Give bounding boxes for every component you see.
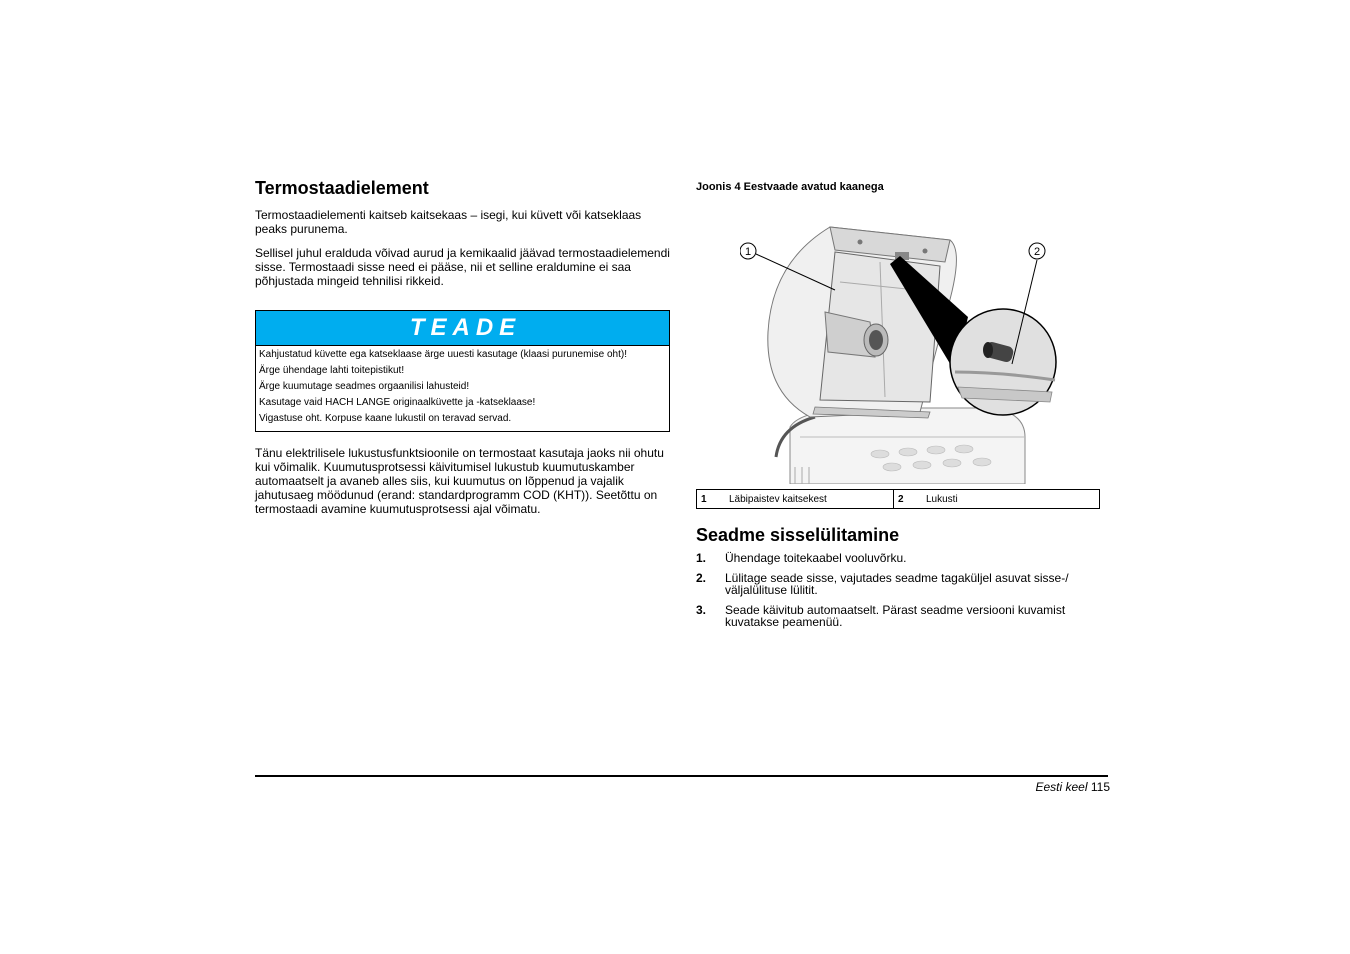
- legend-row: [697, 490, 1100, 509]
- figure-caption: Joonis 4 Eestvaade avatud kaanega: [696, 181, 884, 193]
- section-heading-termostaadielement: Termostaadielement: [255, 178, 429, 198]
- steps-list: [696, 552, 1101, 628]
- paragraph: Tänu elektrilisele lukustusfunktsioonile on termostaat kasutaja jaoks nii ohutu kui võimalik. Kuumutusprotsessi käivitumisel lukustub kuumutuskamber automaatselt ja avaneb alles siis, kui kuumutus on lõppenud ja vajalik jahutusaeg möödunud (erand: standardprogramm COD (KHT)). Seetõttu on termostaadi avamine kuumutusprotsessi ajal võimatu.: [255, 446, 664, 516]
- device-base: [790, 408, 1025, 484]
- legend-number: 2: [894, 490, 923, 509]
- notice-line: Kasutage vaid HACH LANGE originaalküvette ja -katseklaase!: [259, 397, 536, 408]
- notice-title: TEADE: [409, 314, 522, 341]
- step-text: Lülitage seade sisse, vajutades seadme tagaküljel asuvat sisse-/ väljalülituse lülitit.: [725, 571, 1069, 597]
- notice-body: [256, 346, 669, 431]
- section-heading-seadme-sisselulitamine: Seadme sisselülitamine: [696, 525, 900, 545]
- paragraph: Termostaadielementi kaitseb kaitsekaas – isegi, kui küvett või katseklaas peaks purunema.: [255, 208, 642, 236]
- callout-1: [740, 243, 756, 259]
- callout-2: [1029, 243, 1045, 259]
- legend-label: Lukusti: [926, 493, 958, 505]
- paragraph: Sellisel juhul eralduda võivad aurud ja kemikaalid jäävad termostaadielemendi sisse. Termostaadi sisse need ei pääse, nii et selline eraldumine ei saa põhjustada mingeid tehnilisi rikkeid.: [255, 246, 670, 288]
- page-number: 115: [1090, 780, 1110, 794]
- notice-line: Ärge ühendage lahti toitepistikut!: [259, 365, 405, 376]
- legend-label: Läbipaistev kaitsekest: [729, 493, 827, 505]
- right-column: [696, 525, 1101, 636]
- notice-line: Vigastuse oht. Korpuse kaane lukustil on teravad servad.: [259, 413, 512, 424]
- step-text: Seade käivitub automaatselt. Pärast seadme versiooni kuvamist kuvatakse peamenüü.: [725, 603, 1066, 629]
- step-number: 1.: [696, 551, 707, 565]
- notice-line: Ärge kuumutage seadmes orgaanilisi lahusteid!: [259, 381, 470, 392]
- left-column: [255, 178, 670, 516]
- notice-header: [256, 311, 669, 346]
- figure-legend: [696, 489, 1100, 509]
- notice-line: Kahjustatud küvette ega katseklaase ärge uuesti kasutage (klaasi purunemise oht)!: [259, 349, 627, 360]
- callout-1-label: 1: [744, 246, 752, 258]
- list-item: [696, 572, 1101, 596]
- list-item: [696, 552, 1101, 564]
- step-number: 2.: [696, 571, 707, 585]
- device-illustration: [740, 222, 1060, 484]
- legend-number: 1: [701, 493, 707, 505]
- list-item: [696, 604, 1101, 628]
- lock-detail-zoom: [950, 309, 1056, 415]
- callout-2-label: 2: [1033, 246, 1041, 258]
- notice-box: [255, 310, 670, 432]
- footer-language: Eesti keel: [1035, 780, 1088, 794]
- page-footer: [900, 780, 1110, 794]
- step-text: Ühendage toitekaabel vooluvõrku.: [725, 551, 907, 565]
- step-number: 3.: [696, 603, 707, 617]
- footer-rule: [255, 775, 1108, 777]
